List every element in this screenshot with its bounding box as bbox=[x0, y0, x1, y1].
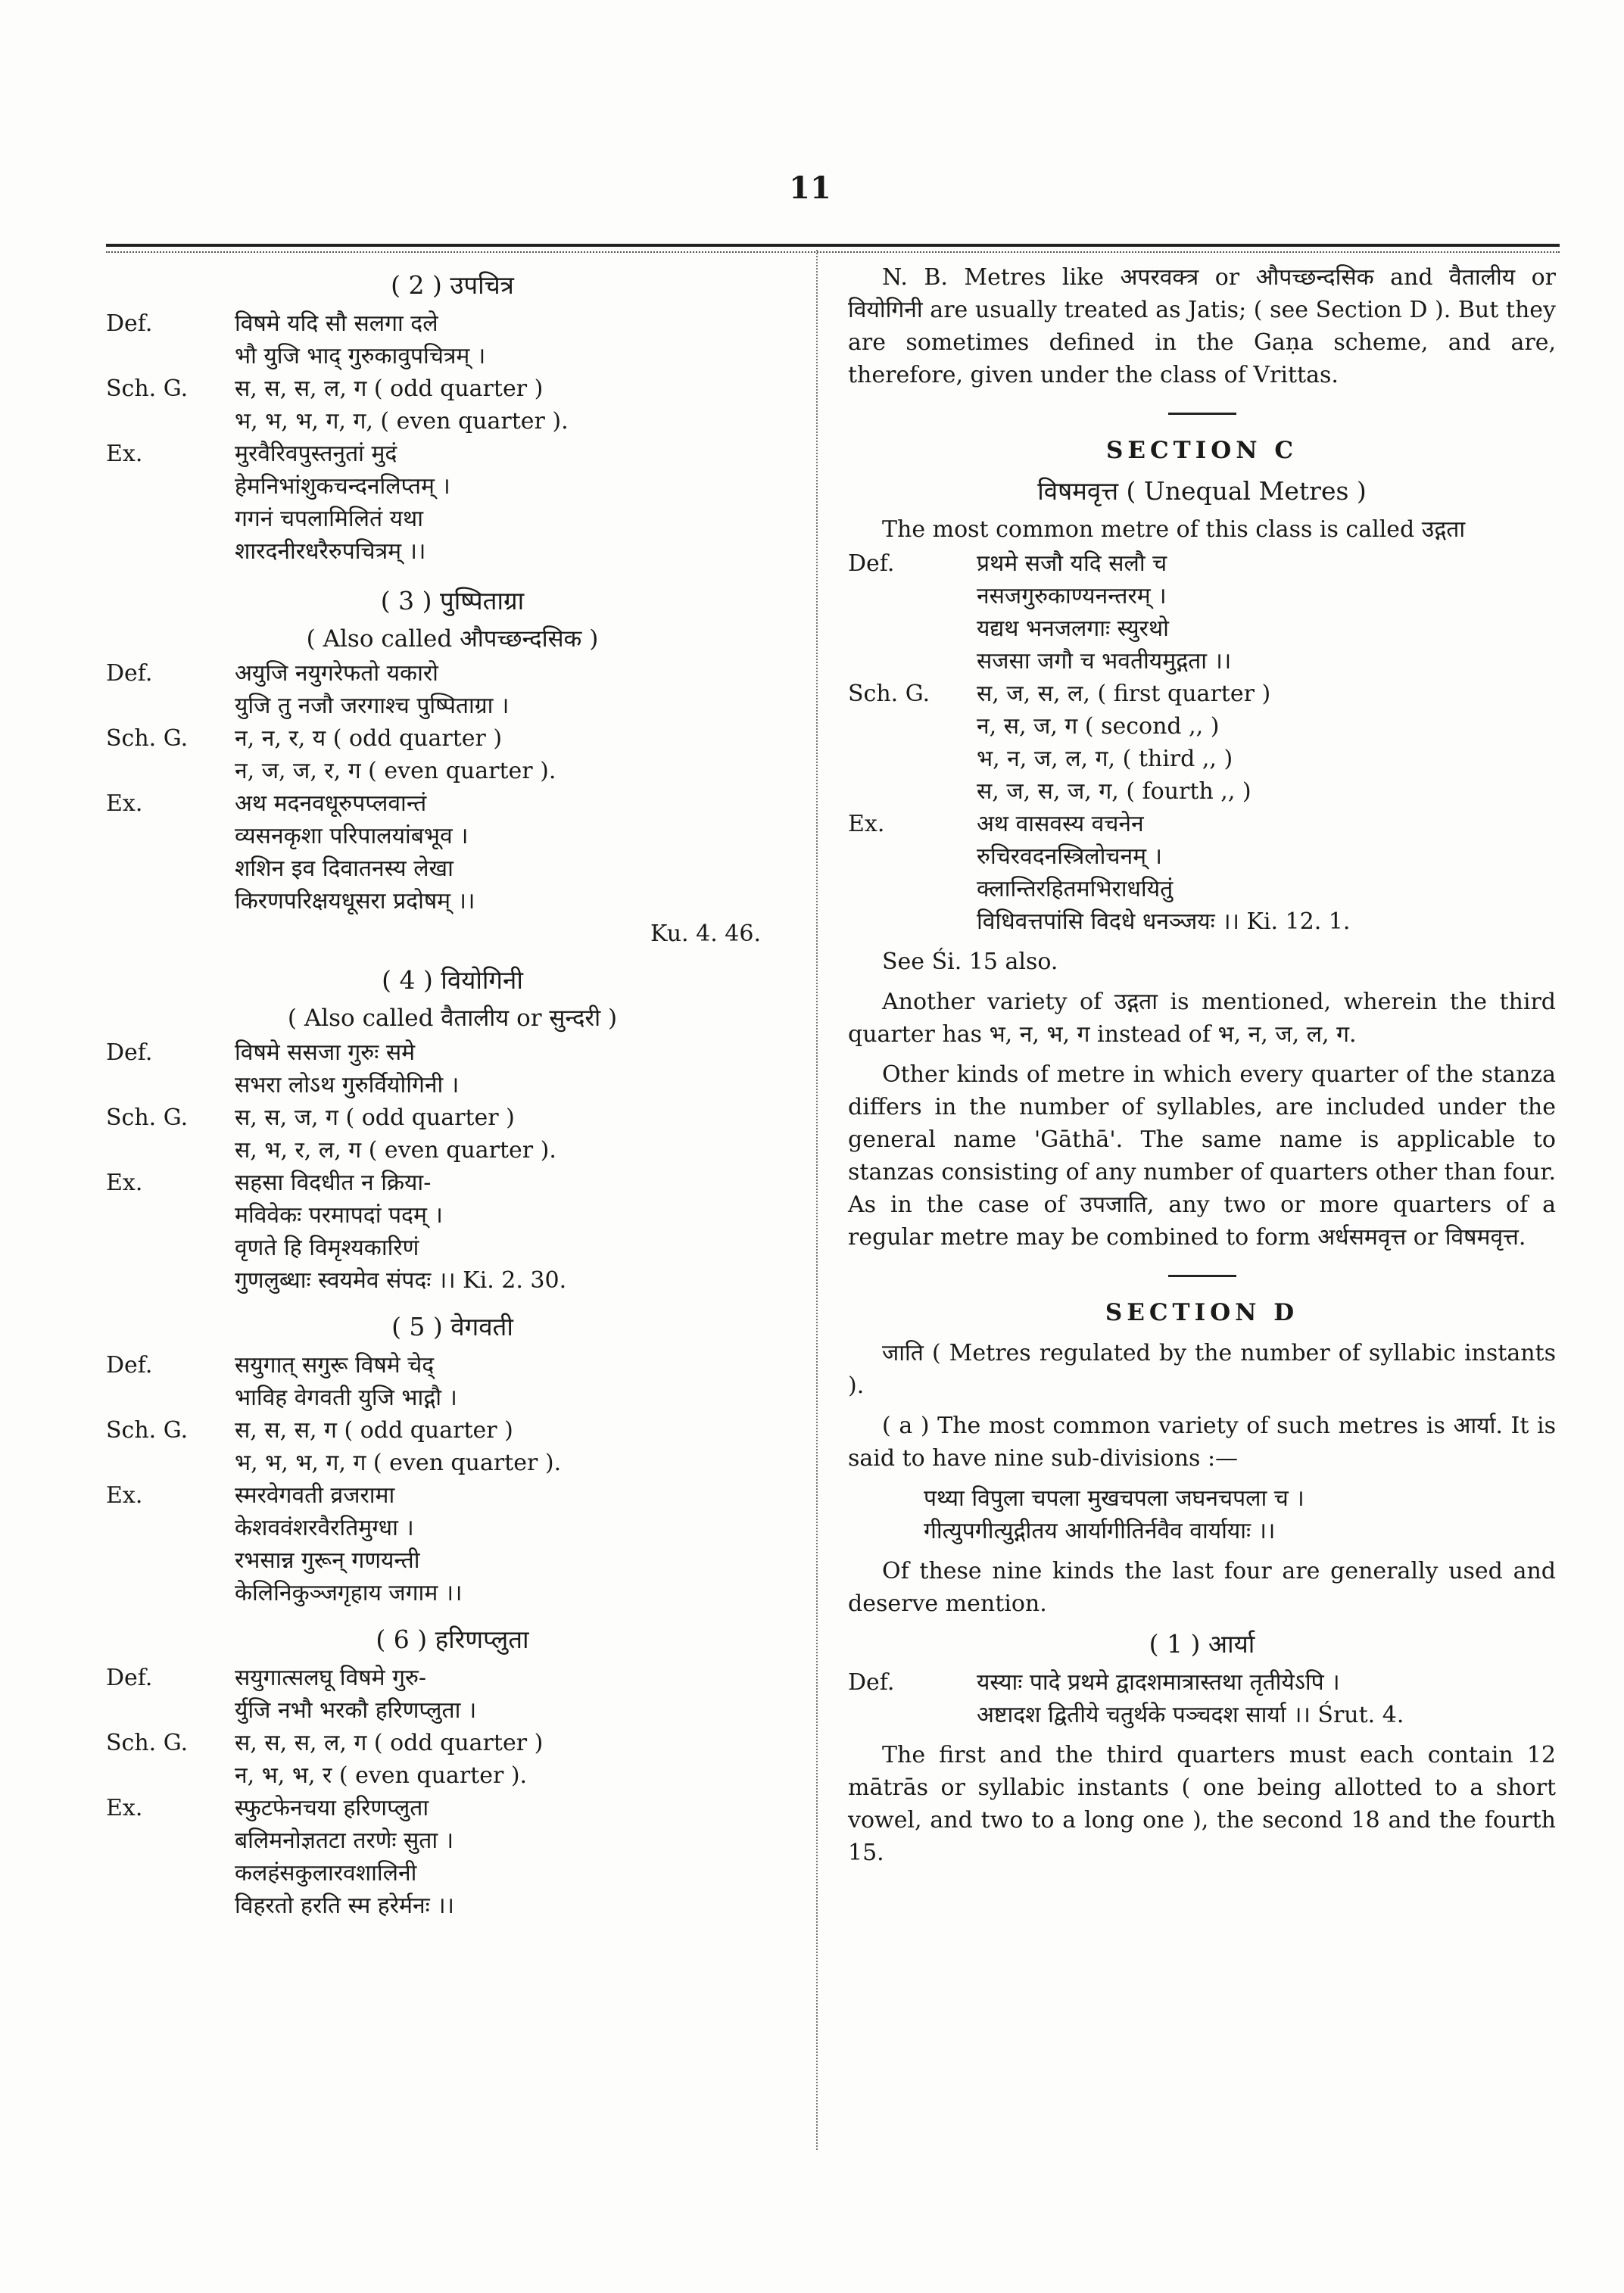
definition: Def. प्रथमे सजौ यदि सलौ च नसजगुरुकाण्यनन्तरम् । यद्यथ भनजलगाः स्युरथो सजसा जगौ च भवतीयमुद्गता ।। bbox=[848, 550, 1232, 675]
definition: Def. विषमे यदि सौ सलगा दले भौ युजि भाद् गुरुकावुपचित्रम् । bbox=[106, 310, 486, 369]
gana-scheme: Sch. G. स, ज, स, ल, ( first quarter ) न, स, ज, ग ( second ,, ) भ, न, ज, ल, ग, ( third ,, ) स, ज, स, ज, ग, ( fourth ,, ) bbox=[848, 681, 1271, 805]
section-title: SECTION C bbox=[1105, 437, 1298, 464]
paragraph: ( a ) The most common variety of such metres is आर्या. It is said to have nine sub-divisions :— bbox=[848, 1413, 1556, 1472]
page-number: 11 bbox=[789, 170, 831, 206]
section-title: SECTION D bbox=[1105, 1299, 1299, 1326]
gana-scheme: Sch. G. स, स, स, ल, ग ( odd quarter ) भ, भ, भ, ग, ग, ( even quarter ). bbox=[106, 375, 569, 435]
nb-paragraph: N. B. Metres like अपरवक्त्र or औपच्छन्दसिक and वैतालीय or वियोगिनी are usually treated as Jatis; ( see Section D ). But they are sometimes defined in the Gaṇa scheme, and are, therefore, given under the class of Vrittas. bbox=[848, 264, 1556, 388]
alias-note: ( Also called वैतालीय or सुन्दरी ) bbox=[287, 1005, 618, 1032]
definition: Def. यस्याः पादे प्रथमे द्वादशमात्रास्तथा तृतीयेऽपि । अष्टादश द्वितीये चतुर्थके पञ्चदश सार्या ।। Śrut. 4. bbox=[848, 1669, 1404, 1728]
gana-scheme: Sch. G. न, न, र, य ( odd quarter ) न, ज, ज, र, ग ( even quarter ). bbox=[106, 725, 556, 784]
intro-text: The most common metre of this class is called उद्गता bbox=[882, 516, 1466, 543]
gana-scheme: Sch. G. स, स, ज, ग ( odd quarter ) स, भ, र, ल, ग ( even quarter ). bbox=[106, 1104, 556, 1164]
definition: Def. सयुगात्सलघू विषमे गुरु- र्युजि नभौ भरकौ हरिणप्लुता । bbox=[106, 1665, 477, 1724]
metre-heading: ( 6 ) हरिणप्लुता bbox=[376, 1625, 529, 1654]
example: Ex. अथ मदनवधूरुपप्लवान्तं व्यसनकृशा परिपालयांबभूव । शशिन इव दिवातनस्य लेखा किरणपरिक्षयधूसरा प्रदोषम् ।। bbox=[106, 790, 475, 914]
intro-text: जाति ( Metres regulated by the number of syllabic instants ). bbox=[848, 1340, 1556, 1399]
example: Ex. सहसा विदधीत न क्रिया- मविवेकः परमापदां पदम् । वृणते हि विमृश्यकारिणं गुणलुब्धाः स्वयमेव संपदः ।। Ki. 2. 30. bbox=[106, 1170, 567, 1294]
right-column bbox=[848, 261, 1556, 1877]
gana-scheme: Sch. G. स, स, स, ल, ग ( odd quarter ) न, भ, भ, र ( even quarter ). bbox=[106, 1730, 544, 1789]
section-subtitle: विषमवृत्त ( Unequal Metres ) bbox=[1037, 476, 1367, 506]
paragraph: Another variety of उद्गता is mentioned, wherein the third quarter has भ, न, भ, ग instead of भ, न, ज, ल, ग. bbox=[848, 989, 1556, 1048]
example: Ex. स्फुटफेनचया हरिणप्लुता बलिमनोज्ञतटा तरणेः सुता । कलहंसकुलारवशालिनी विहरतो हरति स्म हरेर्मनः ।। bbox=[106, 1795, 454, 1919]
paragraph: Of these nine kinds the last four are generally used and deserve mention. bbox=[848, 1558, 1556, 1617]
header-rule bbox=[106, 244, 1560, 247]
paragraph: Other kinds of metre in which every quarter of the stanza differs in the number of syllables, are included under the general name 'Gāthā'. The same name is applicable to stanzas consisting of any number of quarters other than four. As in the case of उपजाति, any two or more quarters of a regular metre may be combined to form अर्धसमवृत्त or विषमवृत्त. bbox=[848, 1061, 1556, 1251]
definition: Def. सयुगात् सगुरू विषमे चेद् भाविह वेगवती युजि भाद्गौ । bbox=[106, 1352, 457, 1411]
metre-heading: ( 5 ) वेगवती bbox=[391, 1312, 513, 1341]
left-column bbox=[106, 261, 799, 1922]
definition: Def. अयुजि नयुगरेफतो यकारो युजि तु नजौ जरगाश्च पुष्पिताग्रा । bbox=[106, 660, 510, 719]
column-divider bbox=[816, 250, 818, 2150]
example: Ex. मुरवैरिवपुस्तनुतां मुदं हेमनिभांशुकचन्दनलिप्तम् । गगनं चपलामिलितं यथा शारदनीरधरैरुपचित्रम् ।। bbox=[106, 441, 450, 565]
example: Ex. अथ वासवस्य वचनेन रुचिरवदनस्त्रिलोचनम् । क्लान्तिरहितमभिराधयितुं विधिवत्तपांसि विदधे धनञ्जयः ।। Ki. 12. 1. bbox=[848, 811, 1351, 935]
section-divider bbox=[1168, 1275, 1236, 1277]
metre-heading: ( 1 ) आर्या bbox=[1149, 1629, 1255, 1659]
gana-scheme: Sch. G. स, स, स, ग ( odd quarter ) भ, भ, भ, ग, ग ( even quarter ). bbox=[106, 1417, 562, 1476]
see-also: See Śi. 15 also. bbox=[882, 949, 1058, 975]
example: Ex. स्मरवेगवती व्रजरामा केशववंशरवैरतिमुग्धा । रभसान्न गुरून् गणयन्ती केलिनिकुञ्जगृहाय जगाम ।। bbox=[106, 1482, 463, 1606]
alias-note: ( Also called औपच्छन्दसिक ) bbox=[306, 625, 599, 653]
verse: पथ्या विपुला चपला मुखचपला जघनचपला च । गीत्युपगीत्युद्गीतय आर्यागीतिर्नवैव वार्यायाः ।। bbox=[924, 1485, 1304, 1544]
paragraph: The first and the third quarters must each contain 12 mātrās or syllabic instants ( one being allotted to a short vowel, and two to a long one ), the second 18 and the fourth 15. bbox=[848, 1742, 1556, 1866]
definition: Def. विषमे ससजा गुरुः समे सभरा लोऽथ गुरुर्वियोगिनी । bbox=[106, 1039, 460, 1098]
metre-heading: ( 3 ) पुष्पिताग्रा bbox=[380, 586, 525, 615]
section-divider bbox=[1168, 413, 1236, 415]
citation: Ku. 4. 46. bbox=[650, 921, 761, 947]
header-dotted-rule bbox=[106, 251, 1560, 253]
metre-heading: ( 4 ) वियोगिनी bbox=[382, 965, 523, 995]
metre-heading: ( 2 ) उपचित्र bbox=[391, 270, 514, 300]
